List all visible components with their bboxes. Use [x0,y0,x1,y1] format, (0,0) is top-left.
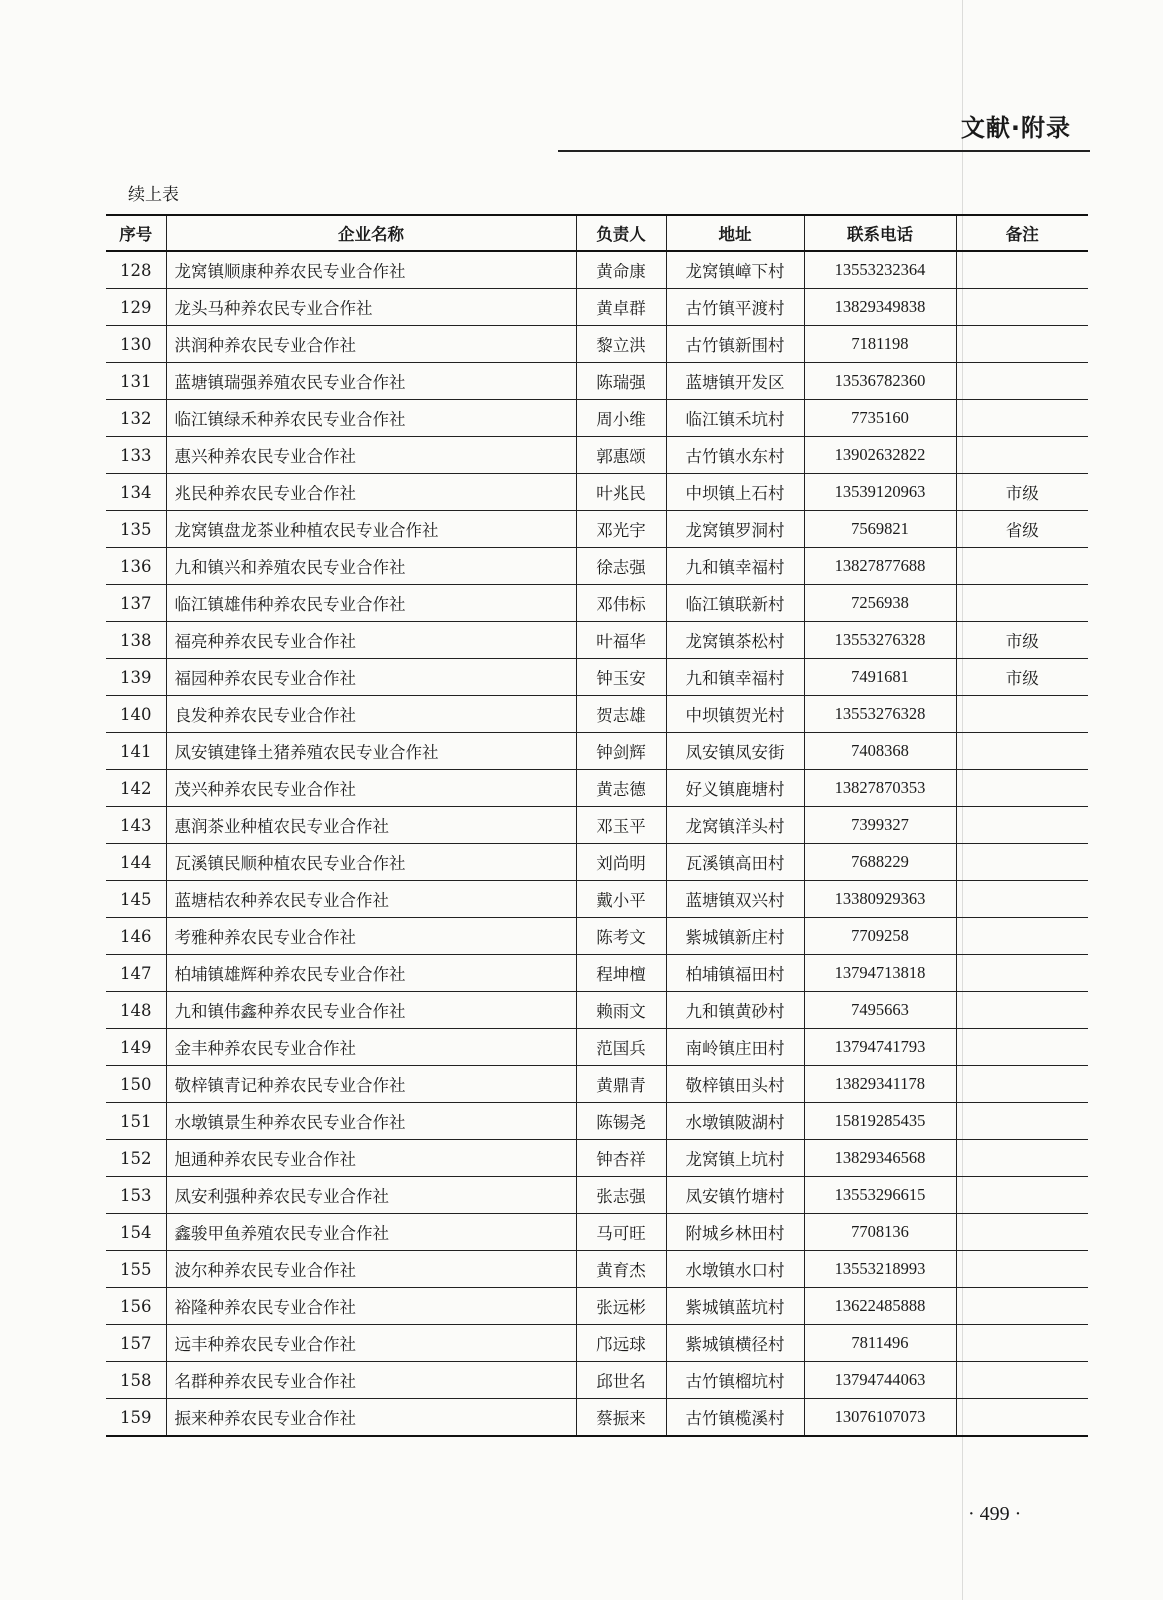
cell-phone: 13902632822 [804,437,956,474]
cell-no: 131 [106,363,166,400]
cell-note [956,770,1088,807]
cell-name: 洪润种养农民专业合作社 [166,326,576,363]
table-row [106,696,1088,733]
table-row [106,659,1088,696]
cell-person: 周小维 [576,400,666,437]
cell-name: 凤安镇建锋土猪养殖农民专业合作社 [166,733,576,770]
cell-no: 128 [106,251,166,289]
cell-name: 蓝塘桔农种养农民专业合作社 [166,881,576,918]
cell-person: 郭惠颂 [576,437,666,474]
table-row [106,1288,1088,1325]
cell-phone: 7569821 [804,511,956,548]
cell-person: 邓玉平 [576,807,666,844]
cell-person: 陈瑞强 [576,363,666,400]
cell-no: 157 [106,1325,166,1362]
cell-person: 邝远球 [576,1325,666,1362]
cell-note [956,1140,1088,1177]
cell-name: 蓝塘镇瑞强养殖农民专业合作社 [166,363,576,400]
cell-phone: 13539120963 [804,474,956,511]
cell-no: 136 [106,548,166,585]
column-header-name: 企业名称 [166,215,576,251]
cell-name: 临江镇雄伟种养农民专业合作社 [166,585,576,622]
cell-note [956,1251,1088,1288]
cell-person: 黄鼎青 [576,1066,666,1103]
cell-note [956,844,1088,881]
table-row [106,955,1088,992]
cell-name: 远丰种养农民专业合作社 [166,1325,576,1362]
cell-person: 范国兵 [576,1029,666,1066]
cell-phone: 7408368 [804,733,956,770]
cell-name: 敬梓镇青记种养农民专业合作社 [166,1066,576,1103]
cell-name: 金丰种养农民专业合作社 [166,1029,576,1066]
cell-address: 古竹镇榄溪村 [666,1399,804,1437]
cell-note [956,437,1088,474]
cell-name: 兆民种养农民专业合作社 [166,474,576,511]
cell-phone: 13553296615 [804,1177,956,1214]
cell-name: 九和镇伟鑫种养农民专业合作社 [166,992,576,1029]
cell-address: 附城乡林田村 [666,1214,804,1251]
cell-person: 邓伟标 [576,585,666,622]
cell-note [956,1399,1088,1437]
cooperative-table [106,214,1088,1437]
column-header-note: 备注 [956,215,1088,251]
cell-person: 陈考文 [576,918,666,955]
cell-person: 黄志德 [576,770,666,807]
cell-name: 龙头马种养农民专业合作社 [166,289,576,326]
cell-phone: 7811496 [804,1325,956,1362]
cell-no: 158 [106,1362,166,1399]
table-row [106,585,1088,622]
cell-name: 惠兴种养农民专业合作社 [166,437,576,474]
cell-phone: 13829346568 [804,1140,956,1177]
cell-note [956,251,1088,289]
table-row [106,511,1088,548]
cell-no: 155 [106,1251,166,1288]
table-body [106,251,1088,1436]
cell-address: 古竹镇新围村 [666,326,804,363]
cell-address: 龙窝镇罗洞村 [666,511,804,548]
cell-address: 中坝镇上石村 [666,474,804,511]
table-row [106,992,1088,1029]
table-row [106,1103,1088,1140]
cell-note [956,289,1088,326]
cell-phone: 13794744063 [804,1362,956,1399]
cell-address: 好义镇鹿塘村 [666,770,804,807]
cell-person: 黄命康 [576,251,666,289]
cell-note [956,400,1088,437]
cell-address: 敬梓镇田头村 [666,1066,804,1103]
table-row [106,1214,1088,1251]
cell-phone: 13553276328 [804,696,956,733]
cell-note [956,881,1088,918]
cell-no: 146 [106,918,166,955]
cell-address: 龙窝镇洋头村 [666,807,804,844]
cell-note [956,918,1088,955]
cell-person: 蔡振来 [576,1399,666,1437]
cell-no: 141 [106,733,166,770]
cell-address: 九和镇黄砂村 [666,992,804,1029]
cell-address: 紫城镇横径村 [666,1325,804,1362]
cell-person: 钟剑辉 [576,733,666,770]
table-row [106,918,1088,955]
table-row [106,289,1088,326]
cell-address: 南岭镇庄田村 [666,1029,804,1066]
cell-name: 福园种养农民专业合作社 [166,659,576,696]
cell-address: 临江镇联新村 [666,585,804,622]
cell-name: 龙窝镇盘龙茶业种植农民专业合作社 [166,511,576,548]
cell-no: 147 [106,955,166,992]
cell-address: 龙窝镇茶松村 [666,622,804,659]
table-row [106,1362,1088,1399]
cell-person: 黎立洪 [576,326,666,363]
cell-address: 蓝塘镇开发区 [666,363,804,400]
cell-person: 贺志雄 [576,696,666,733]
cell-person: 叶兆民 [576,474,666,511]
cell-phone: 13829341178 [804,1066,956,1103]
cell-address: 临江镇禾坑村 [666,400,804,437]
cell-phone: 13622485888 [804,1288,956,1325]
cell-note [956,326,1088,363]
page-number: · 499 · [968,1503,1022,1525]
cell-note [956,992,1088,1029]
cell-phone: 15819285435 [804,1103,956,1140]
table-row [106,1251,1088,1288]
cell-person: 邱世名 [576,1362,666,1399]
cell-phone: 13536782360 [804,363,956,400]
cell-note: 市级 [956,474,1088,511]
cell-phone: 7709258 [804,918,956,955]
cell-phone: 7735160 [804,400,956,437]
cell-no: 140 [106,696,166,733]
cell-note [956,548,1088,585]
cell-note [956,1066,1088,1103]
cell-note [956,1362,1088,1399]
cell-person: 徐志强 [576,548,666,585]
cell-note: 市级 [956,659,1088,696]
column-header-person: 负责人 [576,215,666,251]
table-row [106,733,1088,770]
cell-address: 古竹镇水东村 [666,437,804,474]
cell-note [956,1214,1088,1251]
column-header-address: 地址 [666,215,804,251]
cell-note [956,1029,1088,1066]
cell-address: 蓝塘镇双兴村 [666,881,804,918]
section-header: 文献·附录 [960,114,1071,142]
cell-phone: 13829349838 [804,289,956,326]
cell-name: 鑫骏甲鱼养殖农民专业合作社 [166,1214,576,1251]
cell-no: 148 [106,992,166,1029]
cell-phone: 7399327 [804,807,956,844]
cell-phone: 13794741793 [804,1029,956,1066]
cell-address: 龙窝镇上坑村 [666,1140,804,1177]
cell-note [956,807,1088,844]
cell-no: 134 [106,474,166,511]
cell-no: 149 [106,1029,166,1066]
continued-label: 续上表 [128,185,179,205]
cell-phone: 7256938 [804,585,956,622]
cell-address: 凤安镇竹塘村 [666,1177,804,1214]
cell-note [956,585,1088,622]
cell-name: 考雅种养农民专业合作社 [166,918,576,955]
cell-note: 市级 [956,622,1088,659]
column-header-no: 序号 [106,215,166,251]
cell-name: 临江镇绿禾种养农民专业合作社 [166,400,576,437]
cell-address: 古竹镇平渡村 [666,289,804,326]
cell-phone: 7688229 [804,844,956,881]
cell-person: 钟杏祥 [576,1140,666,1177]
cell-address: 瓦溪镇高田村 [666,844,804,881]
cell-note [956,696,1088,733]
cell-no: 151 [106,1103,166,1140]
cell-no: 145 [106,881,166,918]
column-header-phone: 联系电话 [804,215,956,251]
cell-address: 柏埔镇福田村 [666,955,804,992]
cell-phone: 13380929363 [804,881,956,918]
cell-note [956,1103,1088,1140]
cell-name: 水墩镇景生种养农民专业合作社 [166,1103,576,1140]
table-row [106,807,1088,844]
cell-note [956,955,1088,992]
cell-person: 邓光宇 [576,511,666,548]
cell-no: 132 [106,400,166,437]
cell-no: 138 [106,622,166,659]
cell-name: 瓦溪镇民顺种植农民专业合作社 [166,844,576,881]
table-row [106,400,1088,437]
cell-no: 153 [106,1177,166,1214]
cell-name: 良发种养农民专业合作社 [166,696,576,733]
cell-phone: 13827870353 [804,770,956,807]
cell-no: 154 [106,1214,166,1251]
cell-person: 黄卓群 [576,289,666,326]
cell-phone: 13794713818 [804,955,956,992]
cell-name: 旭通种养农民专业合作社 [166,1140,576,1177]
cell-person: 赖雨文 [576,992,666,1029]
cell-name: 茂兴种养农民专业合作社 [166,770,576,807]
cell-phone: 7708136 [804,1214,956,1251]
cell-address: 水墩镇水口村 [666,1251,804,1288]
cell-phone: 13553218993 [804,1251,956,1288]
cell-phone: 7495663 [804,992,956,1029]
cell-no: 129 [106,289,166,326]
cell-name: 九和镇兴和养殖农民专业合作社 [166,548,576,585]
cell-no: 137 [106,585,166,622]
cell-name: 惠润茶业种植农民专业合作社 [166,807,576,844]
cell-phone: 13076107073 [804,1399,956,1437]
table-row [106,548,1088,585]
cell-person: 刘尚明 [576,844,666,881]
cell-note [956,363,1088,400]
cell-address: 紫城镇新庄村 [666,918,804,955]
cell-person: 叶福华 [576,622,666,659]
cell-no: 152 [106,1140,166,1177]
table-row [106,363,1088,400]
cell-phone: 13553232364 [804,251,956,289]
cell-note: 省级 [956,511,1088,548]
cell-note [956,1177,1088,1214]
cell-phone: 13553276328 [804,622,956,659]
cell-note [956,1325,1088,1362]
table-row [106,770,1088,807]
cell-person: 黄育杰 [576,1251,666,1288]
table-row [106,437,1088,474]
cell-phone: 13827877688 [804,548,956,585]
cell-name: 福亮种养农民专业合作社 [166,622,576,659]
cell-person: 程坤檀 [576,955,666,992]
cell-name: 柏埔镇雄辉种养农民专业合作社 [166,955,576,992]
table-row [106,1029,1088,1066]
table-row [106,326,1088,363]
cell-name: 龙窝镇顺康种养农民专业合作社 [166,251,576,289]
cell-person: 陈锡尧 [576,1103,666,1140]
cell-no: 130 [106,326,166,363]
cell-no: 133 [106,437,166,474]
cell-no: 150 [106,1066,166,1103]
cell-person: 张志强 [576,1177,666,1214]
table-row [106,844,1088,881]
table-row [106,474,1088,511]
table-row [106,881,1088,918]
cell-name: 裕隆种养农民专业合作社 [166,1288,576,1325]
cell-no: 143 [106,807,166,844]
cell-address: 中坝镇贺光村 [666,696,804,733]
cell-no: 135 [106,511,166,548]
table-header-row [106,215,1088,251]
cell-no: 142 [106,770,166,807]
cell-address: 九和镇幸福村 [666,659,804,696]
cell-person: 张远彬 [576,1288,666,1325]
cell-no: 159 [106,1399,166,1437]
header-rule [558,150,1090,152]
table-row [106,251,1088,289]
cell-name: 名群种养农民专业合作社 [166,1362,576,1399]
cell-name: 凤安利强种养农民专业合作社 [166,1177,576,1214]
table-row [106,1066,1088,1103]
cell-no: 144 [106,844,166,881]
table-row [106,1325,1088,1362]
cell-name: 振来种养农民专业合作社 [166,1399,576,1437]
cell-address: 龙窝镇嶂下村 [666,251,804,289]
cell-address: 紫城镇蓝坑村 [666,1288,804,1325]
cell-no: 139 [106,659,166,696]
cell-phone: 7181198 [804,326,956,363]
cell-phone: 7491681 [804,659,956,696]
cell-person: 钟玉安 [576,659,666,696]
cell-no: 156 [106,1288,166,1325]
cell-note [956,1288,1088,1325]
cell-note [956,733,1088,770]
table-row [106,1399,1088,1437]
cell-address: 九和镇幸福村 [666,548,804,585]
cell-person: 马可旺 [576,1214,666,1251]
cell-address: 古竹镇榴坑村 [666,1362,804,1399]
table-row [106,1177,1088,1214]
cell-name: 波尔种养农民专业合作社 [166,1251,576,1288]
table-row [106,622,1088,659]
cell-person: 戴小平 [576,881,666,918]
cell-address: 水墩镇陂湖村 [666,1103,804,1140]
table-row [106,1140,1088,1177]
cell-address: 凤安镇凤安街 [666,733,804,770]
